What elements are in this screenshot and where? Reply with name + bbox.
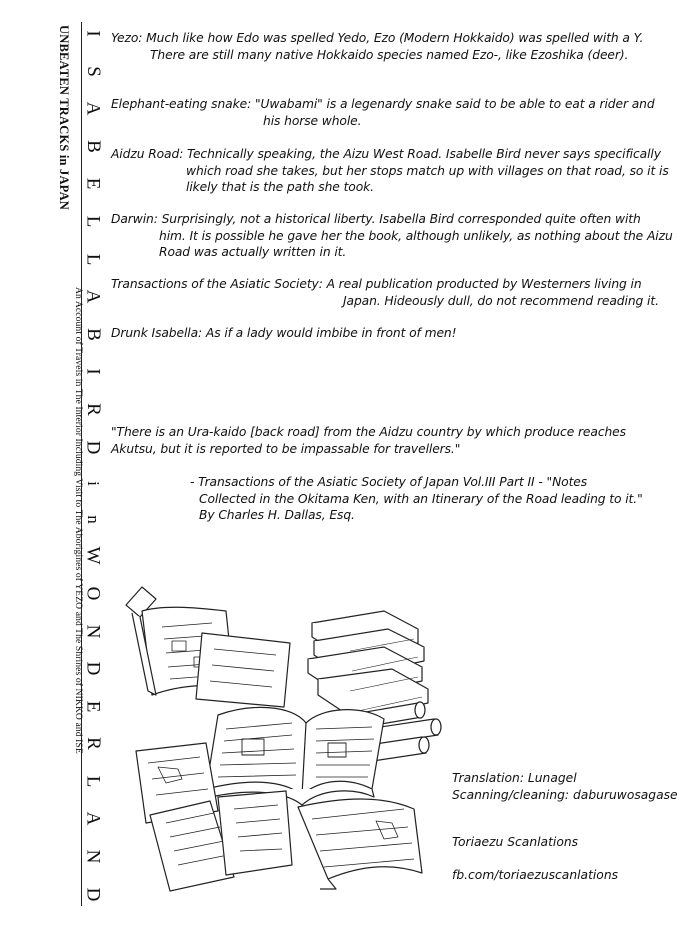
quote-text xyxy=(111,424,626,457)
spine-letter: D xyxy=(82,887,104,902)
note-line: his horse whole. xyxy=(263,113,362,128)
spine-letter: n xyxy=(83,514,103,524)
spine-letter: R xyxy=(82,737,104,751)
spine-letter: N xyxy=(82,624,104,638)
spine-letter: N xyxy=(82,849,104,864)
quote-source-line: By Charles H. Dallas, Esq. xyxy=(199,508,355,522)
note-line: Aidzu Road: Technically speaking, the Aizu West Road. Isabelle Bird never says specifically xyxy=(111,147,661,161)
quote-source-line: Collected in the Okitama Ken, with an Itinerary of the Road leading to it." xyxy=(199,491,643,506)
spine-letter: I xyxy=(82,30,104,37)
spine-letter: D xyxy=(82,661,104,676)
spine-letter: L xyxy=(82,253,104,265)
spine-letter: B xyxy=(82,139,104,153)
scroll-bottom-right xyxy=(298,799,422,889)
note-yezo xyxy=(111,30,643,63)
spine-letter: L xyxy=(82,775,104,788)
note-darwin xyxy=(111,211,673,261)
note-line: Drunk Isabella: As if a lady would imbibe in front of men! xyxy=(111,326,457,340)
spine-letter: I xyxy=(82,368,104,376)
note-drunk-isabella xyxy=(111,325,456,342)
spine-letter: W xyxy=(82,546,104,565)
note-line: likely that is the path she took. xyxy=(186,180,374,194)
quote-line: Akutsu, but it is reported to be impassable for travellers." xyxy=(111,441,461,456)
credit-translation: Translation: Lunagel xyxy=(452,771,577,785)
open-book xyxy=(202,707,384,805)
note-snake xyxy=(111,96,655,129)
note-line: Japan. Hideously dull, do not recommend reading it. xyxy=(343,293,659,308)
note-line: There are still many native Hokkaido species named Ezo-, like Ezoshika (deer). xyxy=(150,47,629,62)
quote-line: "There is an Ura-kaido [back road] from the Aidzu country by which produce reaches xyxy=(111,425,626,439)
note-line: Transactions of the Asiatic Society: A real publication producted by Westerners living in xyxy=(111,277,642,291)
book-stack xyxy=(308,611,428,719)
spine-letter: O xyxy=(82,586,104,601)
spine-title xyxy=(82,24,104,904)
note-line: Yezo: Much like how Edo was spelled Yedo, Ezo (Modern Hokkaido) was spelled with a Y. xyxy=(111,31,644,45)
spine-letter: i xyxy=(83,481,103,486)
spine-letter: A xyxy=(82,289,104,304)
note-line: him. It is possible he gave her the book, although unlikely, as nothing about the Aizu xyxy=(159,228,673,243)
note-transactions xyxy=(111,276,659,309)
quote-source xyxy=(190,474,643,524)
note-line: Road was actually written in it. xyxy=(159,245,347,259)
spine-letter: S xyxy=(82,65,104,77)
note-line: which road she takes, but her stops match up with villages on that road, so it is xyxy=(186,163,669,178)
spine-letter: D xyxy=(82,440,104,454)
spine-letter: A xyxy=(82,101,104,116)
spine-letter: E xyxy=(82,178,104,190)
credit-scanning: Scanning/cleaning: daburuwosagase xyxy=(452,788,678,802)
note-line: Elephant-eating snake: "Uwabami" is a legenardy snake said to be able to eat a rider and xyxy=(111,97,655,111)
scrolls-and-books-illustration xyxy=(122,583,452,893)
quote-source-line: - Transactions of the Asiatic Society of Japan Vol.III Part II - "Notes xyxy=(190,475,588,489)
credit-link[interactable]: fb.com/toriaezuscanlations xyxy=(452,868,619,882)
note-line: Darwin: Surprisingly, not a historical liberty. Isabella Bird corresponded quite often with xyxy=(111,212,641,226)
note-aidzu-road xyxy=(111,146,669,196)
spine-letter: L xyxy=(82,215,104,228)
spine-letter: E xyxy=(82,700,104,712)
spine-letter: A xyxy=(82,812,104,826)
credit-group: Toriaezu Scanlations xyxy=(452,835,579,849)
spine-letter: R xyxy=(82,403,104,416)
spine-letter: B xyxy=(82,327,104,341)
spine-subtitle: An Account of Travels in The Interior Including Visit to The Aborigines of YEZO and The Shrines of NIKKO and ISE xyxy=(73,287,84,754)
spine-series-title: UNBEATEN TRACKS in JAPAN xyxy=(57,25,71,211)
